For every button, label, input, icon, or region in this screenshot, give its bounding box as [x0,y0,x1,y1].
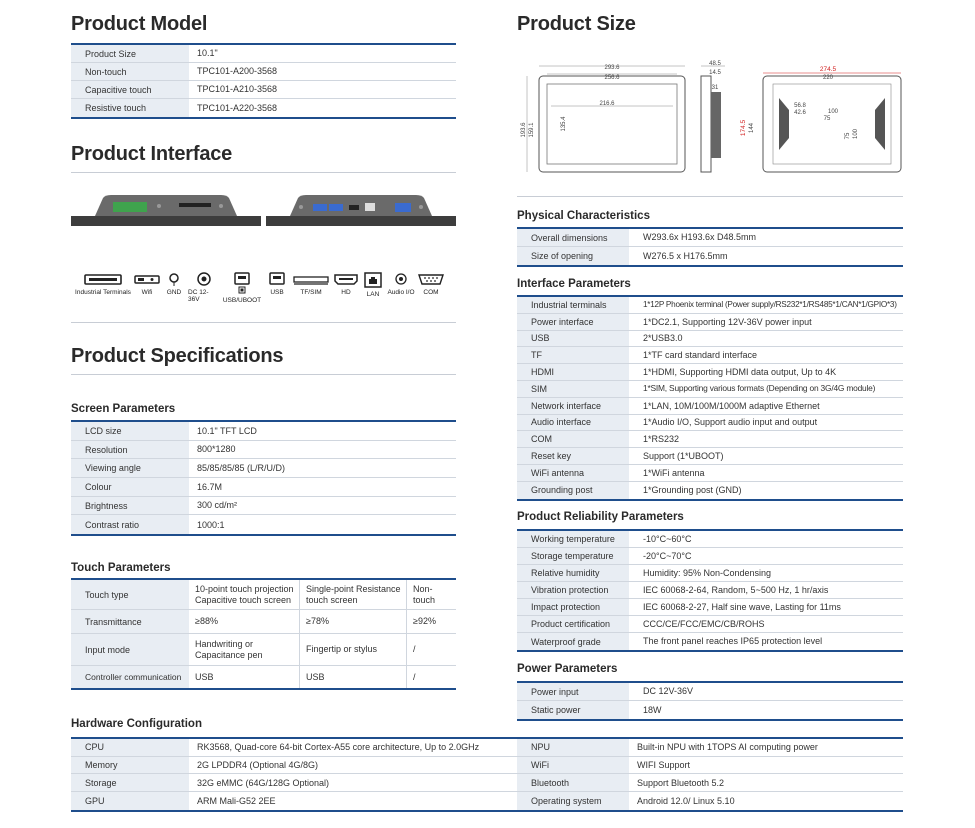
table-row: Waterproof grade The front panel reaches IP65 protection level [517,633,903,650]
device-interface-views [71,190,456,232]
dim-back-w: 220 [822,75,834,81]
dimension-drawing [517,58,903,188]
dim-back-75v: 75 [845,132,851,140]
dim-front-h-mid: 159.1 [529,122,535,138]
table-row: Vibration protection IEC 60068-2-64, Random, 5~500 Hz, 1 hr/axis [517,582,903,599]
divider [71,172,456,173]
tf-sim-icon: TF/SIM [290,272,332,304]
touch-parameters-table [71,578,456,690]
table-row: Resistive touch TPC101-A220-3568 [71,99,456,117]
table-row: Resolution 800*1280 [71,441,456,460]
table-row: Non-touch TPC101-A200-3568 [71,63,456,81]
side-view [701,61,725,172]
table-row: Overall dimensions W293.6x H193.6x D48.5mm [517,229,903,247]
dim-back-100v: 100 [853,128,859,140]
table-row: Memory 2G LPDDR4 (Optional 4G/8G) WiFi WIFI Support [71,757,903,775]
product-size-title: Product Size [517,13,636,35]
usb-icon: USB [264,272,290,304]
audio-io-icon: Audio I/O [386,272,416,304]
table-row: Grounding post 1*Grounding post (GND) [517,482,903,499]
table-row: Static power 18W [517,701,903,719]
table-row: Size of opening W276.5 x H176.5mm [517,247,903,265]
dim-front-inner: 256.6 [604,75,620,81]
dim-side-a: 14.5 [709,70,721,76]
hdmi-icon: HD [332,272,360,304]
front-view [521,65,685,172]
product-model-title: Product Model [71,13,208,35]
divider [71,322,456,323]
dim-side-b: 31 [711,85,719,91]
table-row: Storage 32G eMMC (64G/128G Optional) Bluetooth Support Bluetooth 5.2 [71,774,903,792]
interface-parameters-table [517,295,903,501]
table-row: Controller communication USB USB / [71,666,456,688]
table-row: Contrast ratio 1000:1 [71,515,456,534]
reliability-parameters-title: Product Reliability Parameters [517,511,684,523]
table-row: Reset key Support (1*UBOOT) [517,448,903,465]
table-row: CPU RK3568, Quad-core 64-bit Cortex-A55 core architecture, Up to 2.0GHz NPU Built-in NPU with 1TOPS AI computing power [71,739,903,757]
reliability-parameters-table [517,529,903,652]
table-row: Impact protection IEC 60068-2-27, Half sine wave, Lasting for 11ms [517,599,903,616]
table-row: Colour 16.7M [71,478,456,497]
physical-characteristics-title: Physical Characteristics [517,210,650,222]
table-row: Product Size 10.1" [71,45,456,63]
table-row: WiFi antenna 1*WiFi antenna [517,465,903,482]
table-row: Viewing angle 85/85/85/85 (L/R/U/D) [71,459,456,478]
product-specifications-title: Product Specifications [71,345,284,367]
product-model-table [71,43,456,119]
hardware-configuration-table [71,737,903,812]
com-port-icon: COM [416,272,446,304]
table-row: Brightness 300 cd/m² [71,497,456,516]
table-row: Product certification CCC/CE/FCC/EMC/CB/ROHS [517,616,903,633]
divider [71,374,456,375]
usb-uboot-icon: USB/UBOOT [220,272,264,304]
table-row: COM 1*RS232 [517,431,903,448]
hardware-configuration-title: Hardware Configuration [71,718,202,730]
industrial-terminals-icon: Industrial Terminals [72,272,134,304]
table-row: Transmittance ≥88% ≥78% ≥92% [71,610,456,634]
table-row: Capacitive touch TPC101-A210-3568 [71,81,456,99]
dim-front-h-outer: 193.6 [521,122,527,138]
table-row: Industrial terminals 1*12P Phoenix terminal (Power supply/RS232*1/RS485*1/CAN*1/GPIO*3) [517,297,903,314]
dim-back-75: 75 [823,116,831,122]
dc-power-icon: DC 12-36V [188,272,220,304]
dim-back-h-red: 174.5 [740,119,747,137]
table-row: Input mode Handwriting or Capacitance pen Fingertip or stylus / [71,634,456,666]
table-row: SIM 1*SIM, Supporting various formats (Depending on 3G/4G module) [517,381,903,398]
table-row: Working temperature -10°C~60°C [517,531,903,548]
dim-back-small1: 56.8 [794,103,806,109]
table-row: GPU ARM Mali-G52 2EE Operating system Android 12.0/ Linux 5.10 [71,792,903,810]
table-row: USB 2*USB3.0 [517,331,903,348]
dim-front-screen: 216.6 [599,101,615,107]
power-parameters-title: Power Parameters [517,663,618,675]
table-row: Audio interface 1*Audio I/O, Support audio input and output [517,415,903,432]
screen-parameters-table [71,420,456,536]
dim-side-depth: 48.5 [709,61,721,67]
table-row: HDMI 1*HDMI, Supporting HDMI data output, Up to 4K [517,364,903,381]
dim-back-w-red: 274.5 [819,66,837,73]
table-row: Storage temperature -20°C~70°C [517,548,903,565]
wifi-icon: Wifi [134,272,160,304]
power-parameters-table [517,681,903,721]
screen-parameters-title: Screen Parameters [71,403,176,415]
interface-parameters-title: Interface Parameters [517,278,631,290]
dim-back-100: 100 [827,109,839,115]
product-interface-title: Product Interface [71,143,233,165]
table-row: Touch type 10-point touch projection Capacitive touch screen Single-point Resistance touch screen Non-touch [71,580,456,610]
table-row: Power input DC 12V-36V [517,683,903,701]
dim-back-small2: 42.6 [794,110,806,116]
table-row: LCD size 10.1" TFT LCD [71,422,456,441]
table-row: TF 1*TF card standard interface [517,347,903,364]
dim-back-h: 144 [749,122,755,134]
table-row: Power interface 1*DC2.1, Supporting 12V-36V power input [517,314,903,331]
table-row: Network interface 1*LAN, 10M/100M/1000M adaptive Ethernet [517,398,903,415]
back-view [740,66,901,172]
gnd-icon: GND [160,272,188,304]
physical-characteristics-table [517,227,903,267]
touch-parameters-title: Touch Parameters [71,562,171,574]
dim-front-outer: 293.6 [604,65,620,71]
lan-icon: LAN [360,272,386,304]
divider [517,196,903,197]
interface-icons [72,272,446,304]
table-row: Relative humidity Humidity: 95% Non-Condensing [517,565,903,582]
dim-front-h-screen: 135.4 [561,116,567,132]
